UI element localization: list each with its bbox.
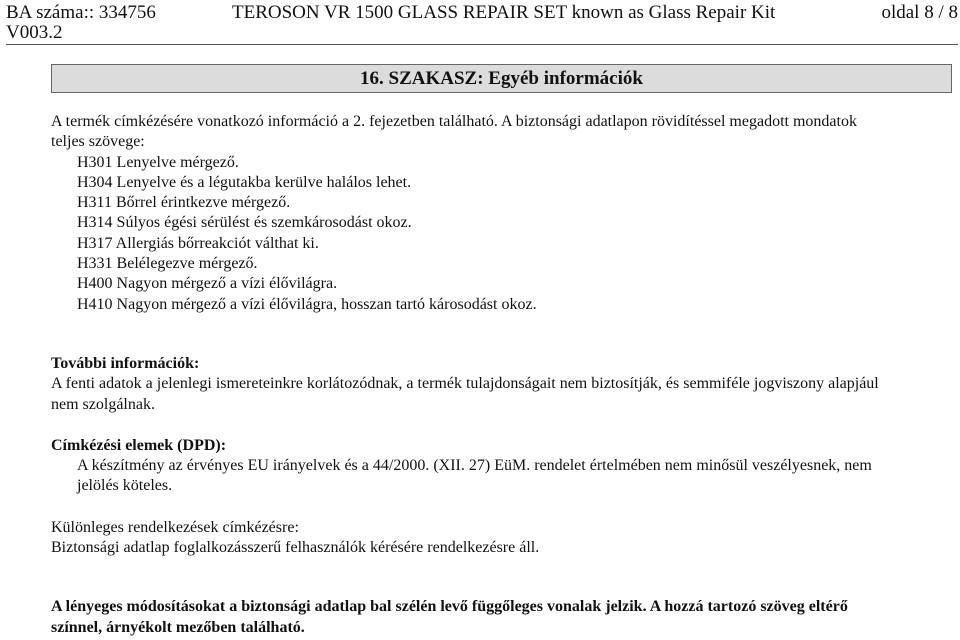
header-divider — [6, 44, 958, 45]
h-statement: H317 Allergiás bőrreakciót válthat ki. — [77, 234, 319, 252]
h-statement: H314 Súlyos égési sérülést és szemkárosodást okoz. — [77, 214, 412, 232]
h-statement-list — [51, 153, 956, 315]
page-indicator: oldal 8 / 8 — [881, 2, 958, 23]
h-statement: H304 Lenyelve és a légutakba kerülve halálos lehet. — [77, 173, 412, 191]
labeling-line-1: A készítmény az érvényes EU irányelvek és a 44/2000. (XII. 27) EüM. rendelet értelmében nem minősül veszélyesnek, nem — [77, 457, 872, 475]
further-info-line-2: nem szolgálnak. — [51, 395, 155, 413]
h-statement: H331 Belélegezve mérgező. — [77, 255, 258, 273]
product-title: TEROSON VR 1500 GLASS REPAIR SET known as Glass Repair Kit — [232, 2, 776, 23]
h-statement: H410 Nagyon mérgező a vízi élővilágra, hosszan tartó károsodást okoz. — [77, 295, 537, 313]
h-statement: H301 Lenyelve mérgező. — [77, 153, 239, 171]
intro-line-1: A termék címkézésére vonatkozó információ a 2. fejezetben található. A biztonsági adatlapon rövidítéssel megadott mondatok — [51, 113, 857, 130]
footer-note-line-1: A lényeges módosításokat a biztonsági adatlap bal szélén levő függőleges vonalak jelzik. A hozzá tartozó szöveg eltérő — [51, 598, 848, 616]
labeling-heading: Címkézési elemek (DPD): — [51, 436, 227, 454]
document-header — [6, 0, 958, 44]
doc-version: V003.2 — [6, 22, 63, 43]
further-info-line-1: A fenti adatok a jelenlegi ismereteinkre korlátozódnak, a termék tulajdonságait nem biztosítják, és semmiféle jogviszony alapjául — [51, 375, 879, 393]
doc-number: BA száma:: 334756 — [6, 2, 156, 23]
special-provisions-text: Biztonsági adatlap foglalkozásszerű felhasználók kérésére rendelkezésre áll. — [51, 539, 540, 557]
h-statement: H311 Bőrrel érintkezve mérgező. — [77, 194, 291, 212]
special-provisions-heading: Különleges rendelkezések címkézésre: — [51, 518, 299, 536]
section-title: 16. SZAKASZ: Egyéb információk — [360, 68, 643, 89]
section-heading-bar — [51, 64, 952, 93]
h-statement: H400 Nagyon mérgező a vízi élővilágra. — [77, 275, 338, 293]
labeling-line-2: jelölés köteles. — [77, 477, 173, 495]
further-info-heading: További információk: — [51, 354, 200, 372]
section-content — [51, 112, 956, 638]
intro-line-2: teljes szövege: — [51, 133, 145, 151]
footer-note-line-2: színnel, árnyékolt mezőben található. — [51, 618, 305, 636]
